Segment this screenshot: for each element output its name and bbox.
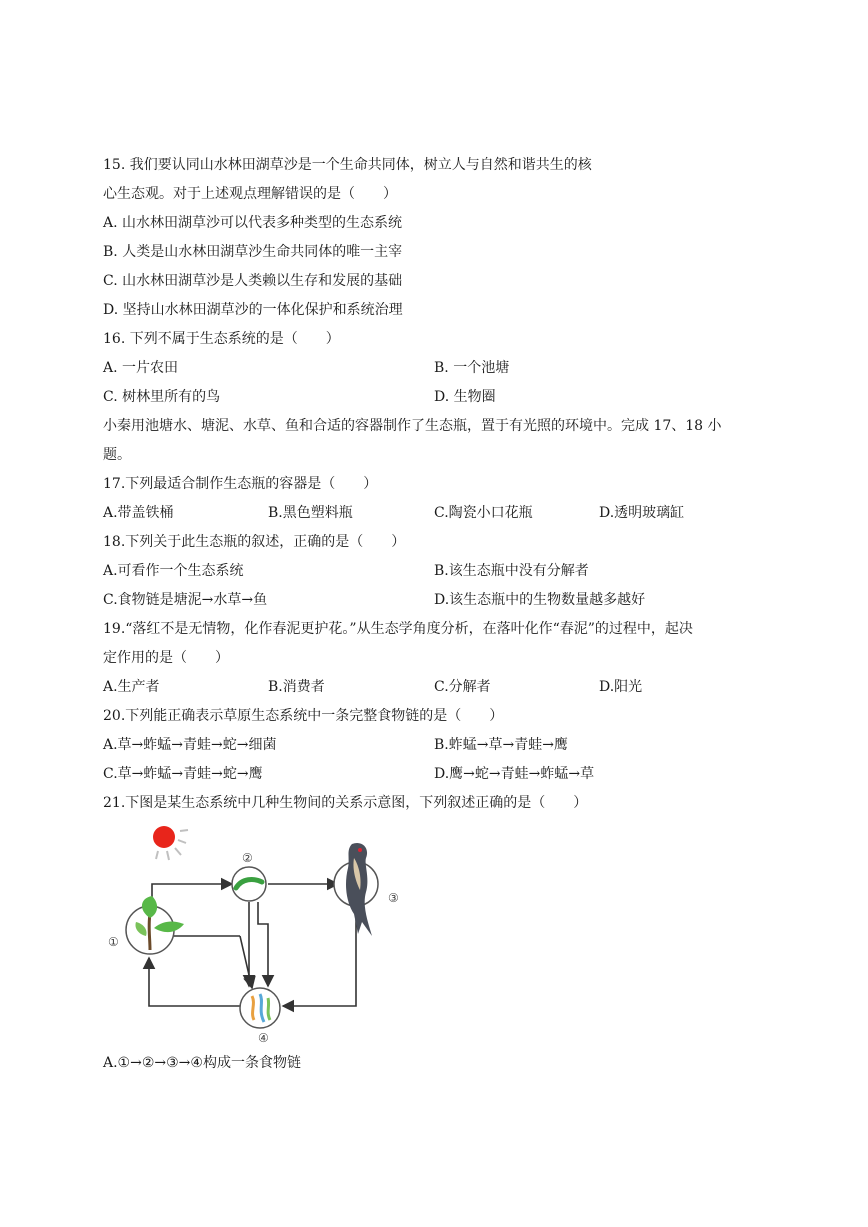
sun-icon: [153, 826, 188, 860]
label-4: ④: [258, 1031, 269, 1045]
q15-option-d: D. 坚持山水林田湖草沙的一体化保护和系统治理: [103, 302, 403, 318]
q16-stem: 16. 下列不属于生态系统的是（ ）: [103, 331, 340, 347]
q17-option-b: B.黑色塑料瓶: [268, 505, 353, 521]
q20-stem: 20.下列能正确表示草原生态系统中一条完整食物链的是（ ）: [103, 708, 504, 724]
q16-option-b: B. 一个池塘: [434, 360, 510, 376]
q15-option-b: B. 人类是山水林田湖草沙生命共同体的唯一主宰: [103, 244, 403, 260]
q16-option-c: C. 树林里所有的鸟: [103, 389, 221, 405]
q17-option-a: A.带盖铁桶: [103, 505, 174, 521]
q18-option-a: A.可看作一个生态系统: [103, 563, 244, 579]
caterpillar-icon: [232, 867, 266, 901]
q19-option-a: A.生产者: [103, 679, 160, 695]
q16-option-d: D. 生物圈: [434, 389, 496, 405]
q17-stem: 17.下列最适合制作生态瓶的容器是（ ）: [103, 476, 378, 492]
q19-stem-line2: 定作用的是（ ）: [103, 650, 229, 666]
q16-option-a: A. 一片农田: [103, 360, 179, 376]
q19-stem-line1: 19.“落红不是无情物，化作春泥更护花。”从生态学角度分析，在落叶化作“春泥”的过程中，起决: [103, 621, 693, 637]
label-2: ②: [242, 851, 253, 865]
label-3: ③: [388, 891, 399, 905]
q20-option-b: B.蚱蜢→草→青蛙→鹰: [434, 737, 568, 753]
q19-option-c: C.分解者: [434, 679, 491, 695]
q17-option-c: C.陶瓷小口花瓶: [434, 505, 533, 521]
ecosystem-diagram-svg: [100, 818, 420, 1048]
q21-option-a: A.①→②→③→④构成一条食物链: [103, 1055, 301, 1071]
plant-icon: [126, 896, 184, 954]
ecosystem-diagram: [100, 818, 420, 1048]
q19-option-b: B.消费者: [268, 679, 325, 695]
q20-option-c: C.草→蚱蜢→青蛙→蛇→鹰: [103, 766, 263, 782]
q15-option-c: C. 山水林田湖草沙是人类赖以生存和发展的基础: [103, 273, 403, 289]
q15-option-a: A. 山水林田湖草沙可以代表多种类型的生态系统: [103, 215, 403, 231]
q21-stem: 21.下图是某生态系统中几种生物间的关系示意图，下列叙述正确的是（ ）: [103, 795, 588, 811]
q18-option-c: C.食物链是塘泥→水草→鱼: [103, 592, 268, 608]
intro-line2: 题。: [103, 447, 131, 463]
q20-option-d: D.鹰→蛇→青蛙→蚱蜢→草: [434, 766, 595, 782]
q15-stem-line2: 心生态观。对于上述观点理解错误的是（ ）: [103, 186, 397, 202]
label-1: ①: [108, 935, 119, 949]
q18-stem: 18.下列关于此生态瓶的叙述，正确的是（ ）: [103, 534, 406, 550]
q19-option-d: D.阳光: [599, 679, 643, 695]
q18-option-d: D.该生态瓶中的生物数量越多越好: [434, 592, 646, 608]
intro-line1: 小秦用池塘水、塘泥、水草、鱼和合适的容器制作了生态瓶，置于有光照的环境中。完成 17、18 小: [103, 418, 722, 434]
q18-option-b: B.该生态瓶中没有分解者: [434, 563, 589, 579]
bird-icon: [334, 843, 378, 936]
decomposer-icon: [240, 988, 280, 1028]
q15-stem-line1: 15. 我们要认同山水林田湖草沙是一个生命共同体，树立人与自然和谐共生的核: [103, 157, 592, 173]
q20-option-a: A.草→蚱蜢→青蛙→蛇→细菌: [103, 737, 277, 753]
q17-option-d: D.透明玻璃缸: [599, 505, 685, 521]
